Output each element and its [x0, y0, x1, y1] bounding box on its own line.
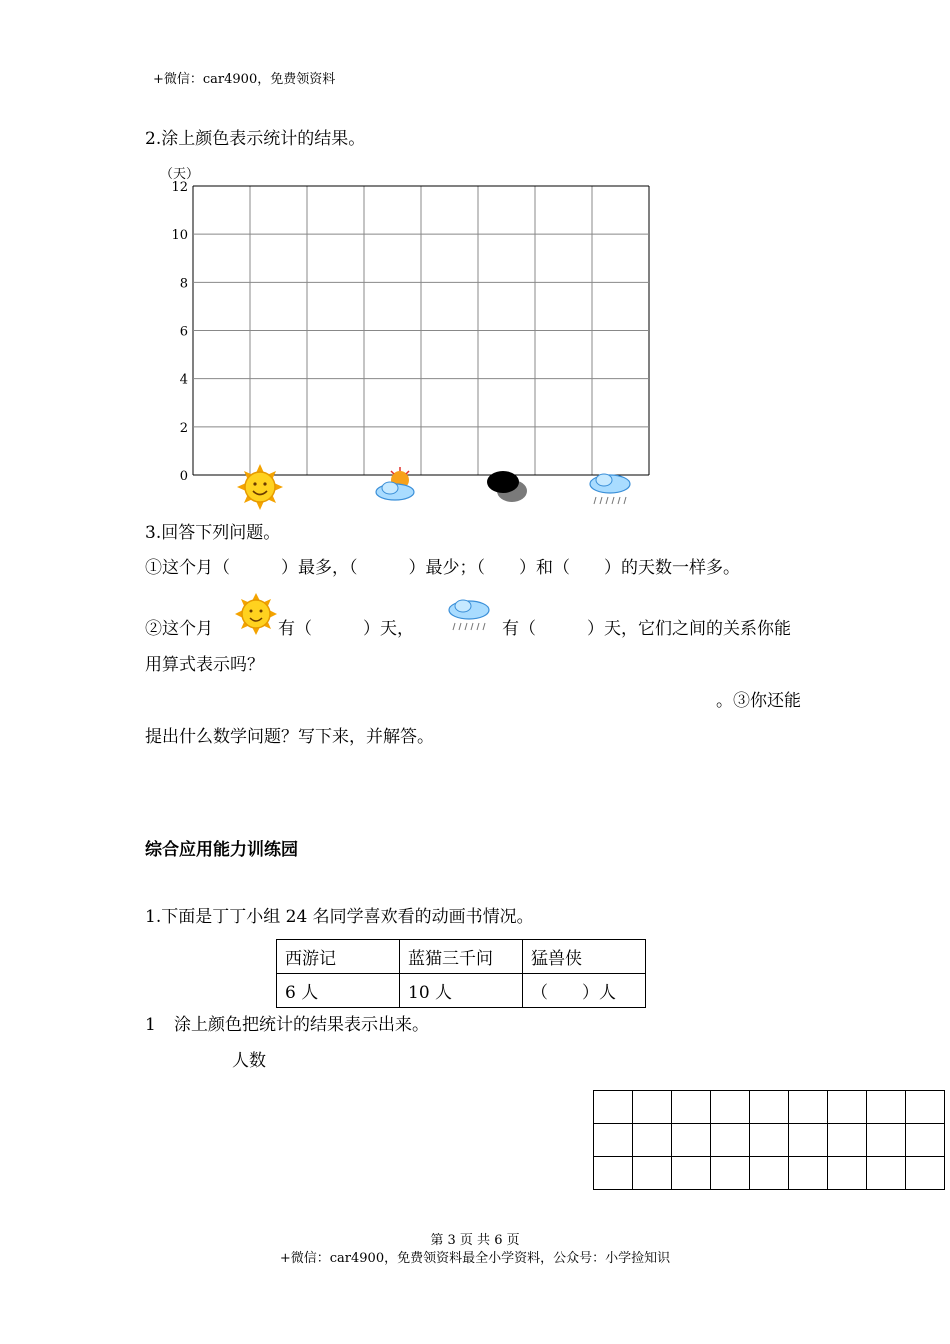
- overcast-icon: [487, 471, 527, 502]
- y-tick-label: 10: [171, 228, 188, 244]
- y-axis-ticks: [171, 180, 188, 484]
- question-3: 提出什么数学问题？写下来，并解答。: [145, 727, 434, 747]
- y-tick-label: 6: [179, 324, 188, 340]
- book-table: [276, 939, 646, 1008]
- people-axis-label: 人数: [232, 1051, 266, 1071]
- section3-title: 3.回答下列问题。: [145, 523, 281, 543]
- section2-title: 2.涂上颜色表示统计的结果。: [145, 129, 366, 149]
- header-text: +微信：car4900，免费领资料: [153, 72, 336, 87]
- footer-text: +微信：car4900，免费领资料最全小学资料，公众号：小学捡知识: [279, 1251, 671, 1266]
- weather-icons: [237, 464, 630, 510]
- page-number: 第 3 页 共 6 页: [430, 1233, 520, 1248]
- y-axis-unit: （天）: [160, 167, 200, 182]
- question-2-part-c: 有（ ）天，它们之间的关系你能: [502, 619, 791, 639]
- table-header-cell: 蓝猫三千问: [400, 940, 523, 974]
- blank-grid: [593, 1090, 945, 1190]
- rain-icon: [446, 596, 492, 634]
- sun-icon: [232, 592, 280, 636]
- question-1: ①这个月（ ）最多，（ ）最少；（ ）和（ ）的天数一样多。: [145, 558, 740, 578]
- table-cell: 6 人: [277, 974, 400, 1008]
- question-2-part-b: 有（ ）天，: [278, 619, 414, 639]
- partly-cloudy-icon: [376, 467, 414, 500]
- problem-1-intro: 1.下面是丁丁小组 24 名同学喜欢看的动画书情况。: [145, 907, 534, 927]
- question-2-part-e: 。③你还能: [716, 691, 801, 711]
- table-row: [277, 974, 646, 1008]
- question-2-part-d: 用算式表示吗？: [145, 655, 264, 675]
- section-title: 综合应用能力训练园: [145, 840, 298, 860]
- y-tick-label: 4: [179, 372, 188, 388]
- y-tick-label: 8: [179, 276, 188, 292]
- table-header-cell: 猛兽侠: [523, 940, 646, 974]
- y-tick-label: 0: [179, 469, 188, 484]
- question-2-part-a: ②这个月: [145, 619, 213, 639]
- chart-grid: [193, 186, 649, 475]
- sun-icon: [237, 464, 283, 510]
- table-cell: 10 人: [400, 974, 523, 1008]
- table-cell: （ ）人: [523, 974, 646, 1008]
- sub-question-number: 1: [145, 1015, 156, 1035]
- table-header-cell: 西游记: [277, 940, 400, 974]
- table-row: [277, 940, 646, 974]
- y-tick-label: 12: [171, 180, 188, 195]
- y-tick-label: 2: [179, 420, 188, 436]
- weather-bar-chart: [0, 150, 950, 670]
- sub-question-text: 涂上颜色把统计的结果表示出来。: [174, 1015, 429, 1035]
- rain-icon: [590, 474, 630, 504]
